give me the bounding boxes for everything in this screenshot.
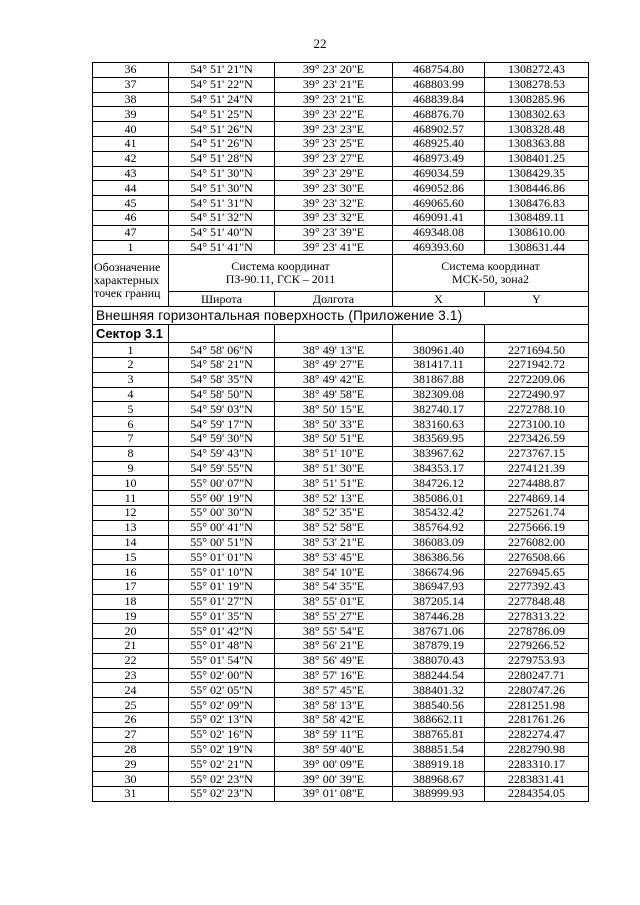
longitude-cell: 38° 57' 16"E [275,668,393,683]
x-cell: 381417.11 [393,357,485,372]
x-cell: 468973.49 [393,151,485,166]
point-number-cell: 13 [93,520,169,535]
longitude-cell: 38° 50' 15"E [275,402,393,417]
x-column-header: X [393,292,485,307]
point-number-cell: 14 [93,535,169,550]
longitude-cell: 39° 00' 39"E [275,772,393,787]
x-cell: 387446.28 [393,609,485,624]
latitude-cell: 54° 51' 41"N [169,240,275,255]
point-label-line-2: характерных [94,273,160,288]
longitude-cell: 39° 23' 21"E [275,92,393,107]
x-cell: 384353.17 [393,461,485,476]
point-number-cell: 9 [93,461,169,476]
longitude-cell: 38° 58' 42"E [275,713,393,728]
table-row [93,491,589,506]
latitude-cell: 55° 01' 48"N [169,639,275,654]
x-cell: 388999.93 [393,787,485,802]
longitude-cell: 38° 49' 27"E [275,357,393,372]
longitude-cell: 38° 52' 13"E [275,491,393,506]
table-row [93,63,589,78]
section-title: Внешняя горизонтальная поверхность (Приложение 3.1) [93,307,589,325]
x-cell: 382309.08 [393,387,485,402]
table-row [93,550,589,565]
point-number-cell: 1 [93,343,169,358]
x-cell: 387879.19 [393,639,485,654]
longitude-cell: 38° 49' 42"E [275,372,393,387]
point-number-cell: 40 [93,122,169,137]
table-row [93,225,589,240]
x-cell: 388968.67 [393,772,485,787]
x-cell: 468925.40 [393,136,485,151]
y-cell: 2284354.05 [485,787,589,802]
point-number-cell: 24 [93,683,169,698]
y-cell: 1308278.53 [485,77,589,92]
x-cell: 468803.99 [393,77,485,92]
latitude-cell: 55° 01' 10"N [169,565,275,580]
x-cell: 386947.93 [393,579,485,594]
longitude-cell: 38° 51' 51"E [275,476,393,491]
y-cell: 2272788.10 [485,402,589,417]
table-row [93,476,589,491]
latitude-cell: 54° 58' 21"N [169,357,275,372]
latitude-cell: 54° 51' 32"N [169,210,275,225]
y-cell: 1308272.43 [485,63,589,78]
point-number-cell: 31 [93,787,169,802]
table-row [93,107,589,122]
longitude-cell: 39° 23' 32"E [275,210,393,225]
longitude-cell: 38° 50' 33"E [275,417,393,432]
longitude-cell: 38° 54' 10"E [275,565,393,580]
point-number-cell: 17 [93,579,169,594]
longitude-cell: 38° 55' 27"E [275,609,393,624]
longitude-cell: 39° 23' 23"E [275,122,393,137]
table-row [93,431,589,446]
longitude-cell: 38° 52' 35"E [275,505,393,520]
point-number-cell: 2 [93,357,169,372]
longitude-cell: 39° 23' 22"E [275,107,393,122]
point-number-cell: 47 [93,225,169,240]
table-row [93,742,589,757]
x-cell: 388851.54 [393,742,485,757]
table-row [93,653,589,668]
coordinates-table [92,62,589,802]
x-cell: 388244.54 [393,668,485,683]
point-label-line-1: Обозначение [94,260,161,275]
point-number-cell: 10 [93,476,169,491]
x-cell: 386674.96 [393,565,485,580]
latitude-cell: 55° 02' 09"N [169,698,275,713]
y-cell: 1308363.88 [485,136,589,151]
latitude-cell: 54° 59' 55"N [169,461,275,476]
latitude-cell: 55° 01' 35"N [169,609,275,624]
latitude-cell: 55° 02' 23"N [169,787,275,802]
y-cell: 1308610.00 [485,225,589,240]
y-cell: 1308401.25 [485,151,589,166]
x-cell: 386083.09 [393,535,485,550]
x-cell: 388070.43 [393,653,485,668]
x-cell: 468876.70 [393,107,485,122]
x-cell: 383967.62 [393,446,485,461]
x-cell: 468754.80 [393,63,485,78]
y-cell: 2273100.10 [485,417,589,432]
point-number-cell: 41 [93,136,169,151]
longitude-cell: 38° 59' 11"E [275,727,393,742]
y-cell: 1308302.63 [485,107,589,122]
latitude-cell: 55° 00' 41"N [169,520,275,535]
latitude-cell: 55° 02' 21"N [169,757,275,772]
y-cell: 2273767.15 [485,446,589,461]
point-number-cell: 12 [93,505,169,520]
latitude-cell: 55° 02' 00"N [169,668,275,683]
table-row [93,387,589,402]
y-cell: 2279266.52 [485,639,589,654]
point-number-cell: 30 [93,772,169,787]
point-number-cell: 37 [93,77,169,92]
longitude-cell: 38° 58' 13"E [275,698,393,713]
longitude-cell: 39° 23' 27"E [275,151,393,166]
x-cell: 469091.41 [393,210,485,225]
table-row [93,713,589,728]
page-number: 22 [313,36,327,51]
longitude-cell: 38° 55' 01"E [275,594,393,609]
table-row [93,402,589,417]
table-row [93,757,589,772]
point-number-cell: 19 [93,609,169,624]
point-number-cell: 23 [93,668,169,683]
y-cell: 2283310.17 [485,757,589,772]
latitude-cell: 54° 51' 28"N [169,151,275,166]
longitude-cell: 38° 49' 13"E [275,343,393,358]
longitude-cell: 38° 53' 45"E [275,550,393,565]
table-header [93,255,589,343]
point-number-cell: 3 [93,372,169,387]
latitude-cell: 54° 59' 30"N [169,431,275,446]
latitude-cell: 55° 00' 07"N [169,476,275,491]
x-cell: 386386.56 [393,550,485,565]
latitude-cell: 54° 51' 30"N [169,166,275,181]
point-number-cell: 16 [93,565,169,580]
y-cell: 2278786.09 [485,624,589,639]
y-cell: 2281761.26 [485,713,589,728]
lon-column-header: Долгота [275,292,393,307]
longitude-cell: 39° 23' 41"E [275,240,393,255]
y-cell: 2274488.87 [485,476,589,491]
latitude-cell: 55° 02' 05"N [169,683,275,698]
point-number-cell: 45 [93,196,169,211]
point-number-cell: 6 [93,417,169,432]
table-row [93,196,589,211]
x-cell: 385432.42 [393,505,485,520]
latitude-cell: 54° 58' 35"N [169,372,275,387]
latitude-cell: 54° 51' 21"N [169,63,275,78]
table-row [93,181,589,196]
x-cell: 468839.84 [393,92,485,107]
longitude-cell: 38° 50' 51"E [275,431,393,446]
x-cell: 382740.17 [393,402,485,417]
x-cell: 385086.01 [393,491,485,506]
lat-column-header: Широта [169,292,275,307]
longitude-cell: 39° 23' 29"E [275,166,393,181]
x-cell: 469348.08 [393,225,485,240]
longitude-cell: 39° 23' 39"E [275,225,393,240]
point-number-cell: 18 [93,594,169,609]
point-number-cell: 22 [93,653,169,668]
point-number-cell: 39 [93,107,169,122]
latitude-cell: 54° 59' 03"N [169,402,275,417]
point-number-cell: 7 [93,431,169,446]
point-number-cell: 4 [93,387,169,402]
table-row [93,77,589,92]
x-cell: 387205.14 [393,594,485,609]
longitude-cell: 38° 56' 21"E [275,639,393,654]
longitude-cell: 39° 23' 20"E [275,63,393,78]
x-cell: 468902.57 [393,122,485,137]
system1-name: ПЗ-90.11, ГСК – 2011 [225,272,336,287]
table-row [93,639,589,654]
y-cell: 2282790.98 [485,742,589,757]
latitude-cell: 54° 51' 24"N [169,92,275,107]
table-row [93,357,589,372]
system2-header [393,255,589,292]
table-row [93,461,589,476]
latitude-cell: 55° 02' 16"N [169,727,275,742]
table-row [93,594,589,609]
x-cell: 385764.92 [393,520,485,535]
y-cell: 1308446.86 [485,181,589,196]
y-cell: 1308476.83 [485,196,589,211]
latitude-cell: 55° 02' 13"N [169,713,275,728]
table-row [93,668,589,683]
latitude-cell: 55° 01' 27"N [169,594,275,609]
x-cell: 388919.18 [393,757,485,772]
point-number-cell: 8 [93,446,169,461]
y-cell: 1308489.11 [485,210,589,225]
table-row [93,505,589,520]
y-cell: 2282274.47 [485,727,589,742]
y-cell: 2274869.14 [485,491,589,506]
y-cell: 2279753.93 [485,653,589,668]
table-row [93,372,589,387]
longitude-cell: 38° 53' 21"E [275,535,393,550]
point-number-cell: 27 [93,727,169,742]
x-cell: 383569.95 [393,431,485,446]
x-cell: 384726.12 [393,476,485,491]
y-cell: 2281251.98 [485,698,589,713]
x-cell: 388662.11 [393,713,485,728]
table-row [93,579,589,594]
table-row [93,683,589,698]
longitude-cell: 38° 51' 30"E [275,461,393,476]
y-cell: 2272490.97 [485,387,589,402]
point-label-header [93,255,169,307]
table-row [93,92,589,107]
table-row [93,343,589,358]
sector-rows-group [93,343,589,802]
point-number-cell: 46 [93,210,169,225]
system2-title: Система координат [441,259,540,274]
table-row [93,727,589,742]
table-row [93,772,589,787]
table-row [93,136,589,151]
y-cell: 2277848.48 [485,594,589,609]
point-number-cell: 5 [93,402,169,417]
point-number-cell: 1 [93,240,169,255]
y-cell: 2276082.00 [485,535,589,550]
y-cell: 2272209.06 [485,372,589,387]
longitude-cell: 38° 51' 10"E [275,446,393,461]
x-cell: 387671.06 [393,624,485,639]
y-cell: 2274121.39 [485,461,589,476]
longitude-cell: 39° 00' 09"E [275,757,393,772]
table-row [93,787,589,802]
longitude-cell: 39° 01' 08"E [275,787,393,802]
system1-header [169,255,393,292]
system1-title: Система координат [231,259,330,274]
latitude-cell: 54° 59' 43"N [169,446,275,461]
table-row [93,624,589,639]
x-cell: 469393.60 [393,240,485,255]
longitude-cell: 38° 56' 49"E [275,653,393,668]
point-number-cell: 11 [93,491,169,506]
y-cell: 2273426.59 [485,431,589,446]
x-cell: 388401.32 [393,683,485,698]
latitude-cell: 54° 59' 17"N [169,417,275,432]
y-cell: 1308285.96 [485,92,589,107]
point-number-cell: 28 [93,742,169,757]
table-row [93,166,589,181]
table-row [93,210,589,225]
table-row [93,240,589,255]
y-cell: 2271694.50 [485,343,589,358]
x-cell: 381867.88 [393,372,485,387]
y-cell: 2276945.65 [485,565,589,580]
latitude-cell: 55° 00' 51"N [169,535,275,550]
x-cell: 469052.86 [393,181,485,196]
point-number-cell: 20 [93,624,169,639]
y-cell: 2280247.71 [485,668,589,683]
x-cell: 469034.59 [393,166,485,181]
y-cell: 2275666.19 [485,520,589,535]
latitude-cell: 55° 00' 19"N [169,491,275,506]
longitude-cell: 38° 52' 58"E [275,520,393,535]
y-cell: 1308328.48 [485,122,589,137]
y-cell: 2283831.41 [485,772,589,787]
y-cell: 2278313.22 [485,609,589,624]
point-number-cell: 38 [93,92,169,107]
x-cell: 383160.63 [393,417,485,432]
point-number-cell: 44 [93,181,169,196]
table-row [93,417,589,432]
latitude-cell: 55° 02' 23"N [169,772,275,787]
latitude-cell: 54° 58' 06"N [169,343,275,358]
table-row [93,446,589,461]
point-number-cell: 15 [93,550,169,565]
sector-title: Сектор 3.1 [93,325,169,343]
table-row [93,698,589,713]
point-number-cell: 21 [93,639,169,654]
x-cell: 469065.60 [393,196,485,211]
point-number-cell: 29 [93,757,169,772]
y-cell: 2277392.43 [485,579,589,594]
point-number-cell: 26 [93,713,169,728]
y-column-header: Y [485,292,589,307]
table-row [93,609,589,624]
latitude-cell: 54° 51' 26"N [169,122,275,137]
table-row [93,151,589,166]
latitude-cell: 54° 51' 25"N [169,107,275,122]
latitude-cell: 54° 51' 22"N [169,77,275,92]
latitude-cell: 54° 51' 26"N [169,136,275,151]
latitude-cell: 55° 00' 30"N [169,505,275,520]
table-row [93,535,589,550]
latitude-cell: 55° 01' 42"N [169,624,275,639]
point-number-cell: 25 [93,698,169,713]
longitude-cell: 39° 23' 30"E [275,181,393,196]
latitude-cell: 54° 51' 31"N [169,196,275,211]
table-row [93,520,589,535]
longitude-cell: 39° 23' 25"E [275,136,393,151]
longitude-cell: 38° 54' 35"E [275,579,393,594]
table-row [93,122,589,137]
x-cell: 380961.40 [393,343,485,358]
x-cell: 388540.56 [393,698,485,713]
longitude-cell: 38° 49' 58"E [275,387,393,402]
latitude-cell: 54° 51' 30"N [169,181,275,196]
system2-name: МСК-50, зона2 [451,272,530,287]
longitude-cell: 38° 59' 40"E [275,742,393,757]
longitude-cell: 39° 23' 21"E [275,77,393,92]
latitude-cell: 55° 01' 01"N [169,550,275,565]
y-cell: 2271942.72 [485,357,589,372]
point-number-cell: 43 [93,166,169,181]
top-rows-group [93,63,589,255]
y-cell: 2280747.26 [485,683,589,698]
latitude-cell: 55° 02' 19"N [169,742,275,757]
longitude-cell: 38° 55' 54"E [275,624,393,639]
latitude-cell: 55° 01' 19"N [169,579,275,594]
longitude-cell: 39° 23' 32"E [275,196,393,211]
latitude-cell: 54° 51' 40"N [169,225,275,240]
point-number-cell: 42 [93,151,169,166]
y-cell: 1308429.35 [485,166,589,181]
latitude-cell: 54° 58' 50"N [169,387,275,402]
table-row [93,565,589,580]
point-label-line-3: точек границ [94,286,161,301]
y-cell: 2275261.74 [485,505,589,520]
point-number-cell: 36 [93,63,169,78]
latitude-cell: 55° 01' 54"N [169,653,275,668]
longitude-cell: 38° 57' 45"E [275,683,393,698]
y-cell: 1308631.44 [485,240,589,255]
y-cell: 2276508.66 [485,550,589,565]
x-cell: 388765.81 [393,727,485,742]
